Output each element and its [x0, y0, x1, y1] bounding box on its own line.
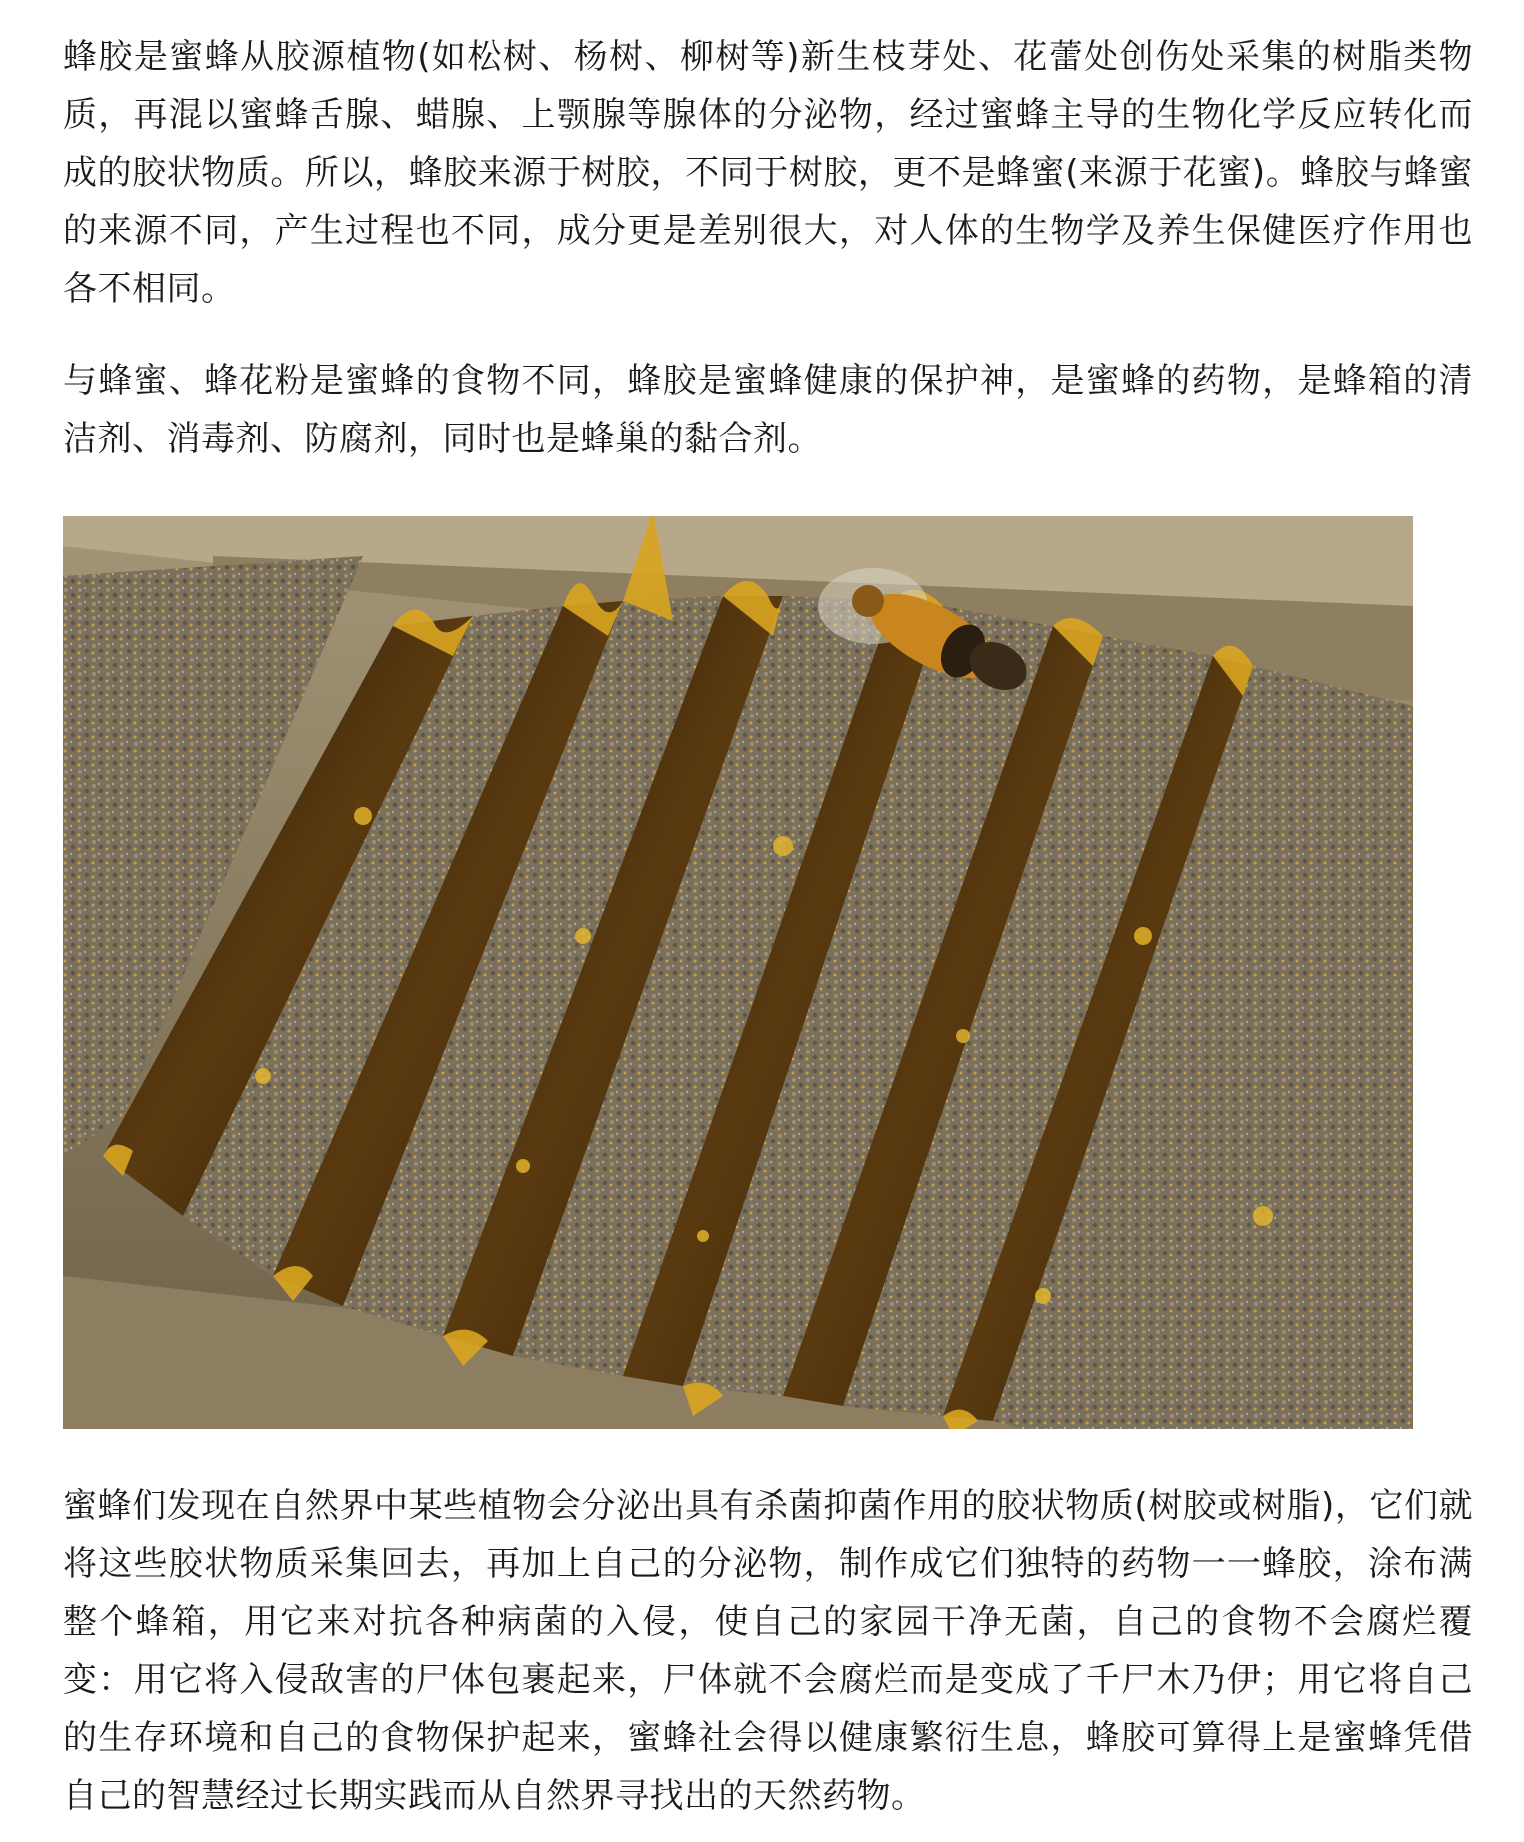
paragraph-propolis-role: 与蜂蜜、蜂花粉是蜜蜂的食物不同，蜂胶是蜜蜂健康的保护神，是蜜蜂的药物，是蜂箱的清洁剂、消毒剂、防腐剂，同时也是蜂巢的黏合剂。: [63, 361, 1473, 459]
paragraph-propolis-definition: 蜂胶是蜜蜂从胶源植物(如松树、杨树、柳树等)新生枝芽处、花蕾处创伤处采集的树脂类物质，再混以蜜蜂舌腺、蜡腺、上颚腺等腺体的分泌物，经过蜜蜂主导的生物化学反应转化而成的胶状物质。所以，蜂胶来源于树胶，不同于树胶，更不是蜂蜜(来源于花蜜)。蜂胶与蜂蜜的来源不同，产生过程也不同，成分更是差别很大，对人体的生物学及养生保健医疗作用也各不相同。: [63, 37, 1473, 309]
beehive-propolis-photo: [63, 516, 1413, 1429]
beehive-illustration: [63, 516, 1413, 1429]
article-body: [63, 28, 1473, 1825]
paragraph-bees-medicine: 蜜蜂们发现在自然界中某些植物会分泌出具有杀菌抑菌作用的胶状物质(树胶或树脂)，它们就将这些胶状物质采集回去，再加上自己的分泌物，制作成它们独特的药物一一蜂胶，涂布满整个蜂箱，用它来对抗各种病菌的入侵，使自己的家园干净无菌，自己的食物不会腐烂覆变：用它将入侵敌害的尸体包裹起来，尸体就不会腐烂而是变成了千尸木乃伊；用它将自己的生存环境和自己的食物保护起来，蜜蜂社会得以健康繁衍生息，蜂胶可算得上是蜜蜂凭借自己的智慧经过长期实践而从自然界寻找出的天然药物。: [63, 1486, 1473, 1816]
